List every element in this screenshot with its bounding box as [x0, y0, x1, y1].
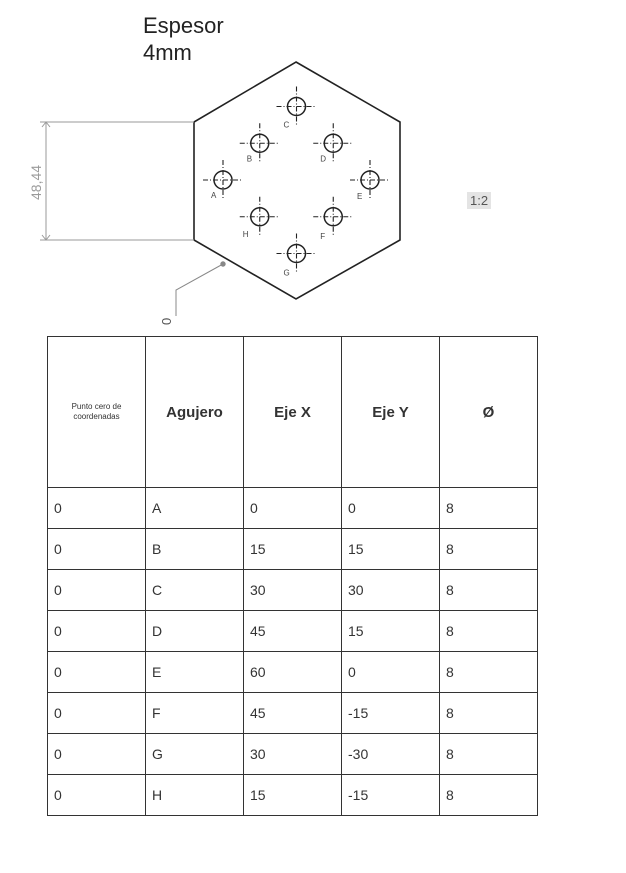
table-row [48, 734, 538, 775]
hole-centerline [313, 197, 353, 237]
cell-hole: F [146, 693, 244, 734]
cell-hole: G [146, 734, 244, 775]
hole-label: F [320, 231, 326, 241]
hole-centerline [240, 123, 280, 163]
cell-y: 0 [342, 652, 440, 693]
cell-y: -30 [342, 734, 440, 775]
hole-centerline [277, 87, 317, 127]
cell-y: 15 [342, 611, 440, 652]
header-y: Eje Y [342, 337, 440, 488]
cell-origin: 0 [48, 611, 146, 652]
cell-origin: 0 [48, 652, 146, 693]
hole-centerline [277, 234, 317, 274]
cell-diameter: 8 [440, 611, 538, 652]
cell-x: 30 [244, 570, 342, 611]
cell-origin: 0 [48, 775, 146, 816]
origin-label: 0 [159, 317, 174, 325]
cell-diameter: 8 [440, 570, 538, 611]
hole-marker [203, 160, 243, 200]
header-diameter: Ø [440, 337, 538, 488]
cell-origin: 0 [48, 488, 146, 529]
height-dimension [40, 122, 194, 240]
hole-marker [313, 197, 353, 241]
table-row [48, 775, 538, 816]
hole-marker [240, 123, 280, 163]
cell-origin: 0 [48, 693, 146, 734]
holes [203, 87, 390, 278]
cell-diameter: 8 [440, 775, 538, 816]
dimension-label: 48,44 [28, 164, 44, 200]
hole-label: D [320, 154, 327, 164]
cell-origin: 0 [48, 570, 146, 611]
hole-centerline [203, 160, 243, 200]
table-row [48, 652, 538, 693]
cell-y: 0 [342, 488, 440, 529]
scale-label: 1:2 [467, 192, 491, 209]
cell-diameter: 8 [440, 529, 538, 570]
cell-x: 30 [244, 734, 342, 775]
hole-label: A [211, 191, 217, 200]
hole-centerline [350, 160, 390, 200]
table-header-row [48, 337, 538, 488]
thickness-value: 4mm [143, 40, 192, 65]
cell-x: 15 [244, 529, 342, 570]
cell-y: -15 [342, 775, 440, 816]
header-x: Eje X [244, 337, 342, 488]
hole-label: B [246, 154, 253, 164]
cell-x: 15 [244, 775, 342, 816]
hole-label: G [283, 268, 290, 278]
hole-marker [277, 234, 317, 278]
hole-centerline [313, 123, 353, 163]
cell-diameter: 8 [440, 734, 538, 775]
thickness-label: Espesor [143, 13, 224, 38]
cell-hole: E [146, 652, 244, 693]
header-hole: Agujero [146, 337, 244, 488]
hole-marker [350, 160, 390, 201]
cell-origin: 0 [48, 734, 146, 775]
cell-y: 30 [342, 570, 440, 611]
cell-x: 45 [244, 693, 342, 734]
cell-hole: D [146, 611, 244, 652]
table-row [48, 488, 538, 529]
hexagon-plate-drawing [0, 0, 626, 330]
origin-leader [176, 262, 225, 316]
hole-marker [313, 123, 353, 163]
cell-hole: H [146, 775, 244, 816]
cell-x: 0 [244, 488, 342, 529]
table-row [48, 570, 538, 611]
cell-diameter: 8 [440, 488, 538, 529]
hole-marker [277, 87, 317, 130]
header-origin: Punto cero de coordenadas [48, 337, 146, 488]
cell-hole: B [146, 529, 244, 570]
hole-coordinates-table [47, 336, 538, 816]
hole-marker [240, 197, 280, 239]
cell-diameter: 8 [440, 652, 538, 693]
cell-hole: C [146, 570, 244, 611]
cell-x: 45 [244, 611, 342, 652]
table-row [48, 529, 538, 570]
hole-label: E [357, 192, 363, 201]
table-body [48, 488, 538, 816]
cell-diameter: 8 [440, 693, 538, 734]
hole-label: H [242, 229, 249, 239]
cell-hole: A [146, 488, 244, 529]
table-row [48, 611, 538, 652]
hole-label: C [283, 120, 290, 130]
cell-origin: 0 [48, 529, 146, 570]
cell-y: -15 [342, 693, 440, 734]
cell-y: 15 [342, 529, 440, 570]
cell-x: 60 [244, 652, 342, 693]
table-row [48, 693, 538, 734]
